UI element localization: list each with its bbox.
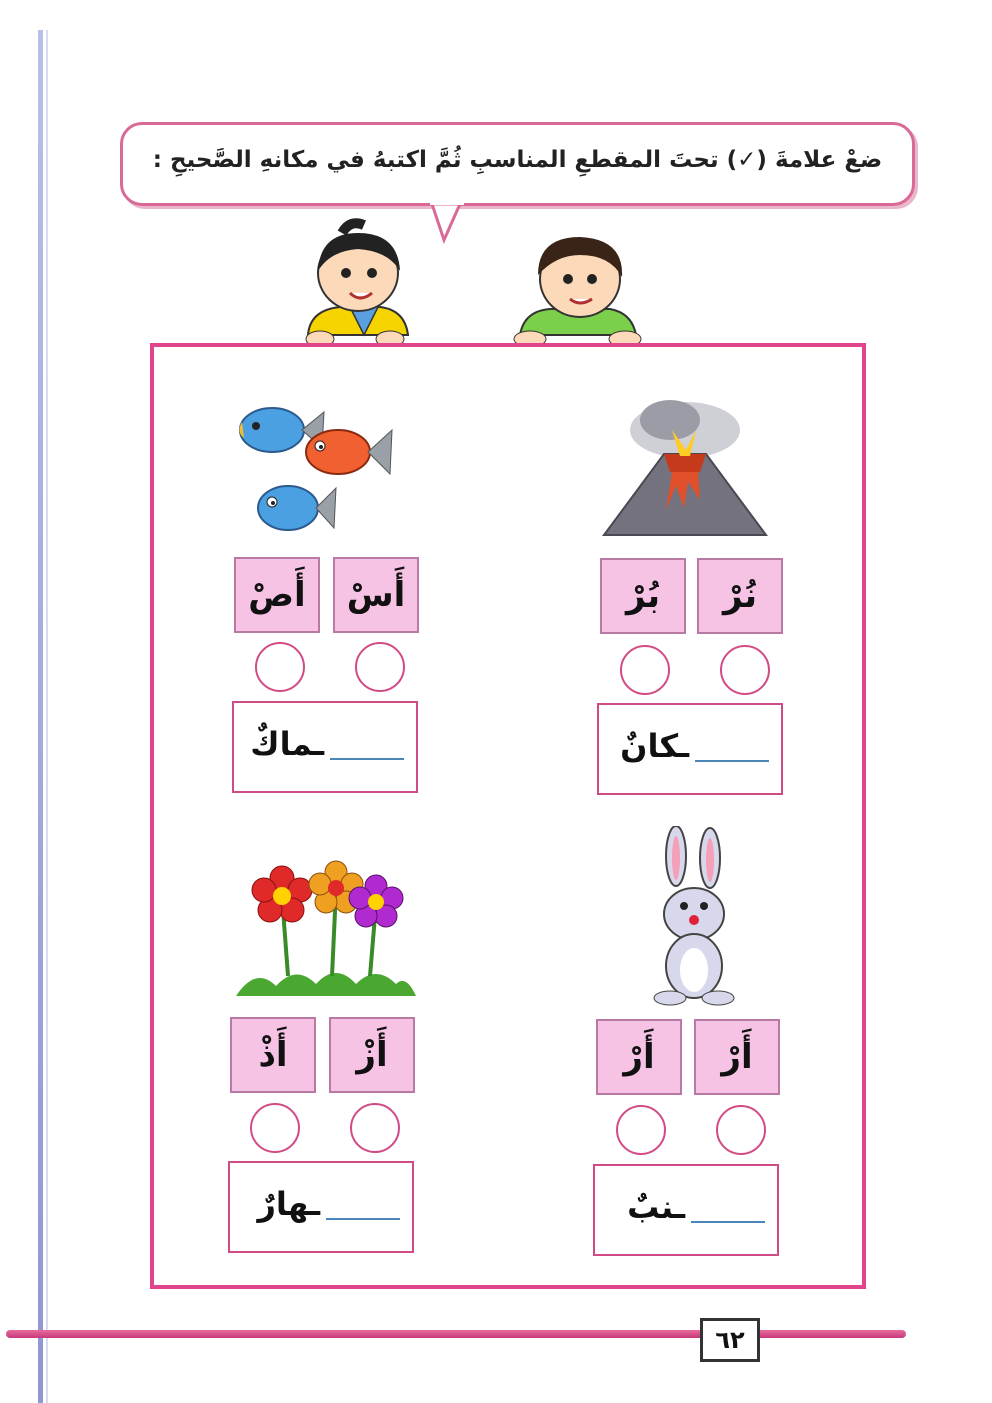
- syllable-option[interactable]: أَرْ: [596, 1019, 682, 1095]
- girl-icon: [306, 223, 408, 347]
- blank-line[interactable]: [330, 758, 404, 760]
- answer-box: [597, 703, 783, 795]
- syllable-option[interactable]: أَسْ: [333, 557, 419, 633]
- word-ending: ـماكٌ: [250, 725, 324, 763]
- word-ending: ـهارٌ: [257, 1185, 320, 1223]
- check-circle[interactable]: [620, 645, 670, 695]
- check-circle[interactable]: [350, 1103, 400, 1153]
- boy-icon: [514, 237, 641, 347]
- word-ending: ـكانٌ: [620, 727, 689, 765]
- check-circle[interactable]: [250, 1103, 300, 1153]
- syllable-option[interactable]: أَرْ: [694, 1019, 780, 1095]
- check-circle[interactable]: [720, 645, 770, 695]
- syllable-option[interactable]: بُرْ: [600, 558, 686, 634]
- instruction-text: ضعْ علامةَ (✓) تحتَ المقطعِ المناسبِ ثُمَّ اكتبهُ في مكانهِ الصَّحيحِ :: [152, 147, 883, 173]
- syllable-option[interactable]: أَصْ: [234, 557, 320, 633]
- answer-box: [228, 1161, 414, 1253]
- check-circle[interactable]: [716, 1105, 766, 1155]
- syllable-option[interactable]: نُرْ: [697, 558, 783, 634]
- fish-icon: [232, 390, 402, 540]
- instruction-bubble: [120, 122, 915, 206]
- blank-line[interactable]: [695, 760, 769, 762]
- volcano-icon: [600, 390, 770, 540]
- blank-line[interactable]: [691, 1221, 765, 1223]
- syllable-option[interactable]: أَذْ: [230, 1017, 316, 1093]
- kids-illustration: [280, 215, 680, 355]
- footer-bar: [6, 1330, 906, 1338]
- flowers-icon: [236, 856, 416, 1000]
- check-circle[interactable]: [616, 1105, 666, 1155]
- syllable-option[interactable]: أَزْ: [329, 1017, 415, 1093]
- binding-line: [38, 30, 43, 1403]
- binding-line-secondary: [46, 30, 48, 1403]
- page-number: ٦٢: [700, 1318, 760, 1362]
- rabbit-icon: [640, 826, 750, 1006]
- blank-line[interactable]: [326, 1218, 400, 1220]
- check-circle[interactable]: [355, 642, 405, 692]
- check-circle[interactable]: [255, 642, 305, 692]
- answer-box: [232, 701, 418, 793]
- word-ending: ـنبٌ: [627, 1188, 685, 1226]
- answer-box: [593, 1164, 779, 1256]
